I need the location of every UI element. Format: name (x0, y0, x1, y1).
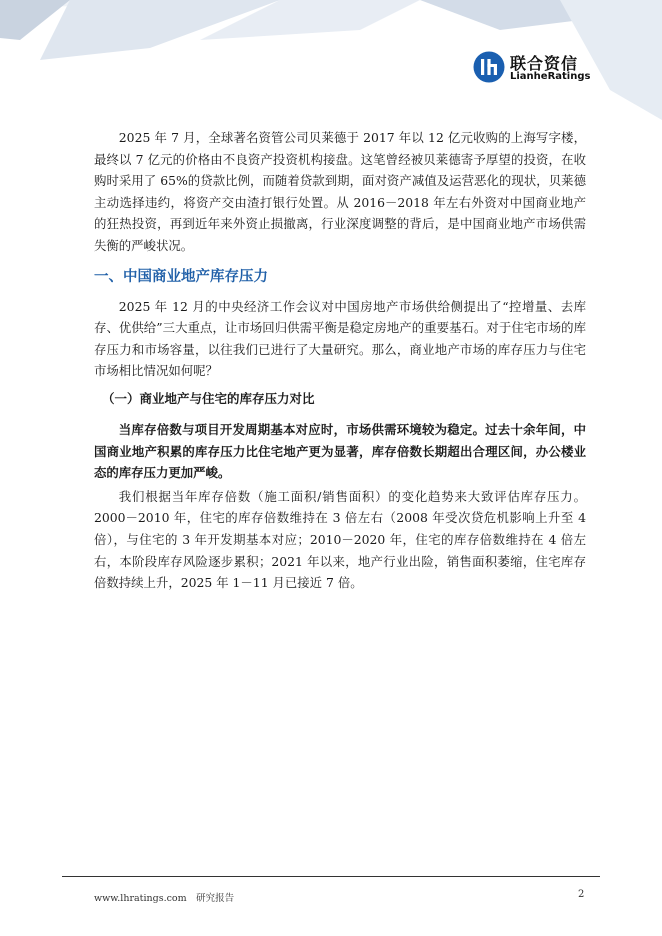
page-number: 2 (578, 889, 585, 900)
subsection-heading: （一）商业地产与住宅的库存压力对比 (102, 390, 315, 406)
footer-website: www.lhratings.com 研究报告 (94, 893, 235, 904)
logo-chinese-name: 联合资信 (510, 54, 579, 73)
company-logo (472, 50, 592, 86)
analysis-paragraph: 我们根据当年库存倍数（施工面积/销售面积）的变化趋势来大致评估库存压力。2000－2010 年，住宅的库存倍数维持在 3 倍左右（2008 年受次贷危机影响上升至 4 倍），与住宅的 3 年开发期基本对应；2010－2020 年，住宅的库存倍数维持在 4 倍左右，本阶段库存风险逐步累积；2021 年以来，地产行业出险，销售面积萎缩，住宅库存倍数持续上升，2025 年 1－11 月已接近 7 倍。 (94, 488, 586, 591)
section-paragraph: 2025 年 12 月的中央经济工作会议对中国房地产市场供给侧提出了“控增量、去库存、优供给”三大重点，让市场回归供需平衡是稳定房地产的重要基石。对于住宅市场的库存压力和市场容量，以往我们已进行了大量研究。那么，商业地产市场的库存压力与住宅市场相比情况如何呢？ (94, 298, 586, 379)
section-heading: 一、中国商业地产库存压力 (94, 268, 268, 285)
lianhe-logo-icon (472, 50, 506, 84)
report-body (94, 127, 586, 594)
footer-divider (62, 876, 600, 877)
logo-english-name: LianheRatings (510, 71, 591, 82)
intro-paragraph: 2025 年 7 月，全球著名资管公司贝莱德于 2017 年以 12 亿元收购的上海写字楼，最终以 7 亿元的价格由不良资产投资机构接盘。这笔曾经被贝莱德寄予厚望的投资，在收购时采用了 65%的贷款比例，而随着贷款到期，面对资产减值及运营恶化的现状，贝莱德主动选择违约，将资产交由渣打银行处置。从 2016－2018 年左右外资对中国商业地产的狂热投资，再到近年来外资止损撤离，行业深度调整的背后，是中国商业地产市场供需失衡的严峻状况。 (94, 130, 586, 253)
key-point-paragraph: 当库存倍数与项目开发周期基本对应时，市场供需环境较为稳定。过去十余年间，中国商业地产积累的库存压力比住宅地产更为显著，库存倍数长期超出合理区间，办公楼业态的库存压力更加严峻。 (94, 421, 586, 481)
